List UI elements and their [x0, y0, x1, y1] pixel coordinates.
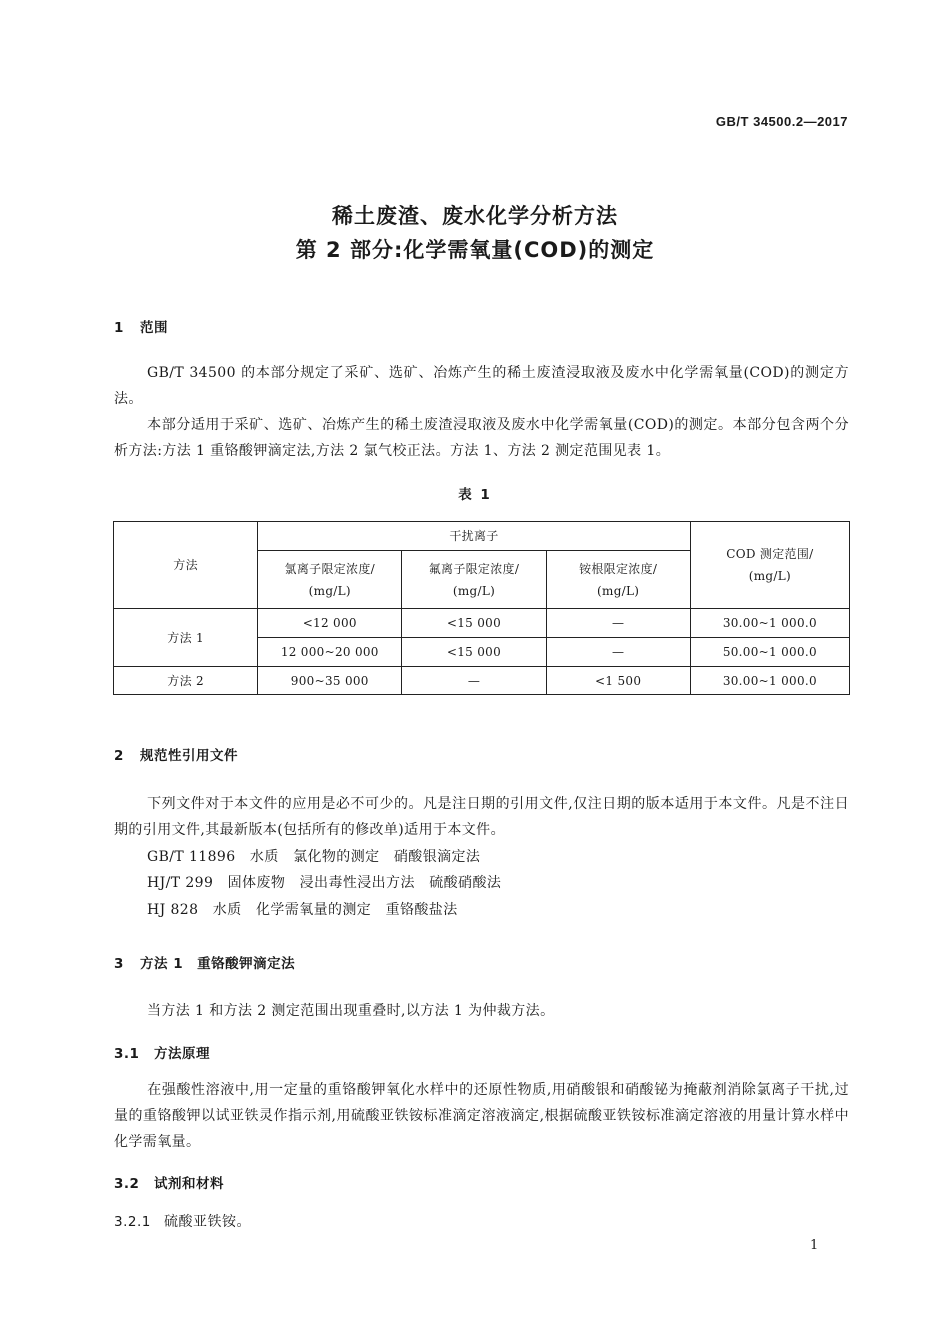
section-1-heading: [114, 316, 168, 336]
paragraph-text: GB/T 34500 的本部分规定了采矿、选矿、冶炼产生的稀土废渣浸取液及废水中化学需氧量(COD)的测定方法。: [114, 365, 849, 407]
header-line: COD 测定范围/: [726, 547, 814, 561]
section-1-paragraph-1: [114, 360, 849, 412]
paragraph-text: 本部分适用于采矿、选矿、冶炼产生的稀土废渣浸取液及废水中化学需氧量(COD)的测定。本部分包含两个分析方法:方法 1 重铬酸钾滴定法,方法 2 氯气校正法。方法 1、方法 2 测定范围见表 1。: [114, 417, 849, 459]
header-line: 铵根限定浓度/: [579, 561, 658, 576]
cell-fluoride: —: [402, 667, 546, 695]
header-chloride: [258, 551, 402, 609]
section-title: 方法原理: [154, 1046, 210, 1062]
section-number: 2: [114, 748, 124, 764]
cell-method: 方法 2: [114, 667, 258, 695]
table-caption: 表 1: [458, 487, 492, 503]
section-3-2-heading: [114, 1172, 224, 1192]
reference-item: GB/T 11896 水质 氯化物的测定 硝酸银滴定法: [147, 849, 481, 865]
section-3-heading: [114, 952, 295, 972]
section-number: 3.2.1: [114, 1214, 151, 1230]
section-title: 方法 1 重铬酸钾滴定法: [140, 956, 296, 972]
page-number: 1: [810, 1238, 819, 1253]
cell-cod-range: 30.00~1 000.0: [690, 609, 849, 638]
section-number: 3.2: [114, 1176, 140, 1192]
cell-ammonium: —: [546, 638, 690, 667]
section-3-paragraph-1: [114, 998, 849, 1024]
cell-fluoride: <15 000: [402, 609, 546, 638]
document-title-line1: 稀土废渣、废水化学分析方法: [332, 204, 618, 228]
header-line: 氯离子限定浓度/: [284, 561, 375, 576]
header-line: (mg/L): [597, 583, 640, 598]
header-interference: 干扰离子: [258, 522, 691, 551]
header-line: (mg/L): [308, 583, 351, 598]
cell-ammonium: <1 500: [546, 667, 690, 695]
table-row: [114, 609, 850, 638]
item-text: 硫酸亚铁铵。: [164, 1214, 251, 1230]
cell-chloride: 12 000~20 000: [258, 638, 402, 667]
header-method: 方法: [114, 522, 258, 609]
cell-chloride: <12 000: [258, 609, 402, 638]
section-2-paragraph-1: [114, 791, 849, 843]
cell-method: 方法 1: [114, 609, 258, 667]
paragraph-text: 下列文件对于本文件的应用是必不可少的。凡是注日期的引用文件,仅注日期的版本适用于本文件。凡是不注日期的引用文件,其最新版本(包括所有的修改单)适用于本文件。: [114, 796, 849, 838]
section-3-1-heading: [114, 1042, 210, 1062]
document-title-line2: 第 2 部分:化学需氧量(COD)的测定: [295, 238, 655, 262]
section-number: 3.1: [114, 1046, 140, 1062]
table-row: [114, 667, 850, 695]
section-title: 试剂和材料: [154, 1176, 224, 1192]
reference-item: HJ/T 299 固体废物 浸出毒性浸出方法 硫酸硝酸法: [147, 875, 502, 891]
header-line: (mg/L): [748, 569, 791, 583]
header-line: (mg/L): [452, 583, 496, 598]
paragraph-text: 在强酸性溶液中,用一定量的重铬酸钾氧化水样中的还原性物质,用硝酸银和硝酸铋为掩蔽剂消除氯离子干扰,过量的重铬酸钾以试亚铁灵作指示剂,用硫酸亚铁铵标准滴定溶液滴定,根据硫酸亚铁铵标准滴定溶液的用量计算水样中化学需氧量。: [114, 1082, 849, 1150]
section-3-2-1-item: [114, 1211, 251, 1231]
cell-ammonium: —: [546, 609, 690, 638]
cell-chloride: 900~35 000: [258, 667, 402, 695]
section-number: 3: [114, 956, 124, 972]
standard-code: GB/T 34500.2—2017: [715, 114, 848, 129]
header-cod-range: [690, 522, 849, 609]
header-line: 氟离子限定浓度/: [428, 561, 520, 576]
section-3-1-paragraph: [114, 1077, 849, 1155]
section-2-heading: [114, 744, 238, 764]
cell-cod-range: 50.00~1 000.0: [690, 638, 849, 667]
header-fluoride: [402, 551, 546, 609]
paragraph-text: 当方法 1 和方法 2 测定范围出现重叠时,以方法 1 为仲裁方法。: [147, 1003, 555, 1019]
header-ammonium: [546, 551, 690, 609]
section-number: 1: [114, 320, 124, 336]
cell-fluoride: <15 000: [402, 638, 546, 667]
cod-range-table: [113, 521, 850, 695]
cell-cod-range: 30.00~1 000.0: [690, 667, 849, 695]
section-title: 范围: [140, 320, 168, 336]
reference-item: HJ 828 水质 化学需氧量的测定 重铬酸盐法: [147, 902, 458, 918]
section-title: 规范性引用文件: [140, 748, 238, 764]
section-1-paragraph-2: [114, 412, 849, 464]
